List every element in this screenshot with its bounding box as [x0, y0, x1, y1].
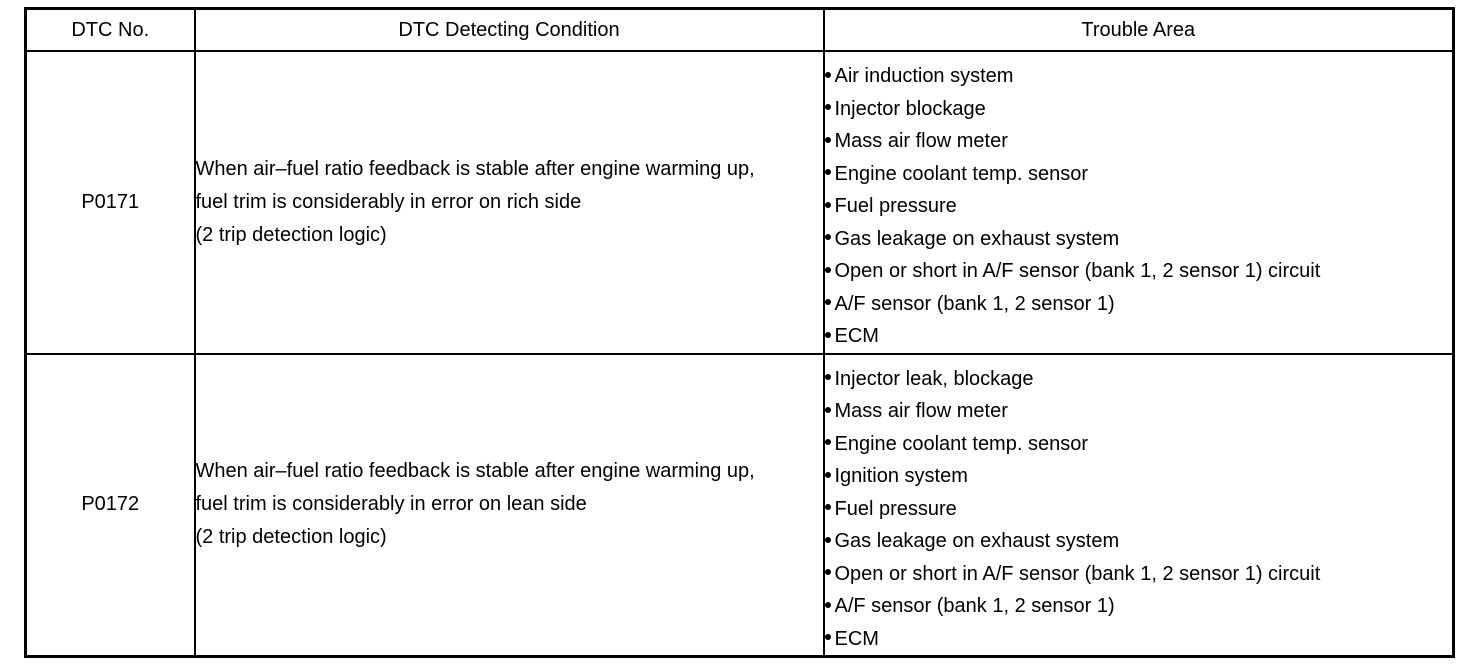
bullet-icon — [825, 634, 831, 640]
bullet-icon — [825, 267, 831, 273]
dtc-code: P0171 — [26, 51, 195, 354]
table-header — [26, 9, 1454, 52]
list-item: Mass air flow meter — [825, 125, 1453, 158]
bullet-icon — [825, 72, 831, 78]
trouble-area — [824, 51, 1454, 354]
condition-line: (2 trip detection logic) — [195, 526, 387, 549]
bullet-icon — [825, 299, 831, 305]
bullet-icon — [825, 407, 831, 413]
bullet-icon — [825, 602, 831, 608]
bullet-icon — [825, 537, 831, 543]
bullet-icon — [825, 569, 831, 575]
condition-line: When air–fuel ratio feedback is stable after engine warming up, — [195, 460, 755, 483]
list-item: Mass air flow meter — [825, 395, 1453, 428]
bullet-icon — [825, 504, 831, 510]
bullet-icon — [825, 234, 831, 240]
header-dtc-no: DTC No. — [26, 9, 195, 52]
condition-line: When air–fuel ratio feedback is stable after engine warming up, — [195, 157, 755, 180]
list-item: Open or short in A/F sensor (bank 1, 2 sensor 1) circuit — [825, 558, 1453, 591]
detecting-condition — [195, 51, 824, 354]
bullet-icon — [825, 137, 831, 143]
list-item: Gas leakage on exhaust system — [825, 223, 1453, 256]
bullet-icon — [825, 472, 831, 478]
list-item: Gas leakage on exhaust system — [825, 525, 1453, 558]
list-item: Engine coolant temp. sensor — [825, 428, 1453, 461]
header-detecting-condition: DTC Detecting Condition — [195, 9, 824, 52]
dtc-table — [24, 7, 1455, 658]
list-item: A/F sensor (bank 1, 2 sensor 1) — [825, 590, 1453, 623]
header-row — [26, 9, 1454, 52]
list-item: A/F sensor (bank 1, 2 sensor 1) — [825, 288, 1453, 321]
bullet-icon — [825, 374, 831, 380]
bullet-icon — [825, 332, 831, 338]
list-item: Engine coolant temp. sensor — [825, 158, 1453, 191]
condition-line: fuel trim is considerably in error on rich side — [195, 190, 582, 213]
condition-line: (2 trip detection logic) — [195, 223, 387, 246]
bullet-icon — [825, 169, 831, 175]
bullet-icon — [825, 439, 831, 445]
trouble-area-list — [825, 355, 1453, 656]
trouble-area — [824, 354, 1454, 657]
condition-line: fuel trim is considerably in error on lean side — [195, 493, 587, 516]
list-item: Fuel pressure — [825, 190, 1453, 223]
header-trouble-area: Trouble Area — [824, 9, 1454, 52]
bullet-icon — [825, 202, 831, 208]
list-item: ECM — [825, 320, 1453, 353]
list-item: Air induction system — [825, 60, 1453, 93]
table-row — [26, 51, 1454, 354]
detecting-condition — [195, 354, 824, 657]
dtc-code: P0172 — [26, 354, 195, 657]
trouble-area-list — [825, 52, 1453, 353]
list-item: Injector blockage — [825, 93, 1453, 126]
list-item: Open or short in A/F sensor (bank 1, 2 sensor 1) circuit — [825, 255, 1453, 288]
table-row — [26, 354, 1454, 657]
list-item: Injector leak, blockage — [825, 363, 1453, 396]
list-item: ECM — [825, 623, 1453, 656]
list-item: Fuel pressure — [825, 493, 1453, 526]
bullet-icon — [825, 104, 831, 110]
list-item: Ignition system — [825, 460, 1453, 493]
